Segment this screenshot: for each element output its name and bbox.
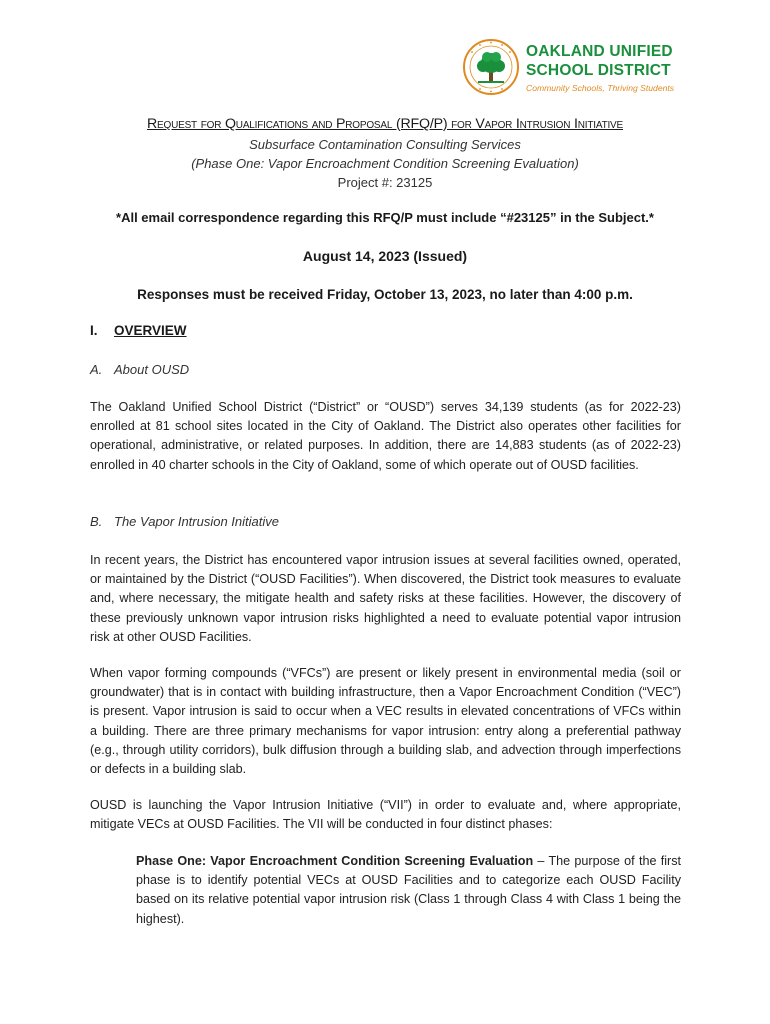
email-note: *All email correspondence regarding this RFQ/P must include “#23125” in the Subject.* [116,210,654,225]
document-title: Request for Qualifications and Proposal (RFQ/P) for Vapor Intrusion Initiative [147,116,623,132]
section-heading-overview [90,323,187,338]
response-deadline: Responses must be received Friday, October 13, 2023, no later than 4:00 p.m. [137,287,633,302]
paragraph-initiative-1: In recent years, the District has encountered vapor intrusion issues at several facilities owned, operated, or maintained by the District (“OUSD Facilities”). When discovered, the District took measures to evaluate and, where necessary, the mitigate health and safety risks at these facilities. However, the discovery of these previously unknown vapor intrusion risks highlighted a need to evaluate potential vapor intrusion risk at other OUSD Facilities. [90,553,681,644]
subsection-heading-about [90,362,189,377]
project-number: Project #: 23125 [337,175,433,190]
logo-tagline: Community Schools, Thriving Students [526,83,675,93]
paragraph-initiative-3: OUSD is launching the Vapor Intrusion Initiative (“VII”) in order to evaluate and, where appropriate, mitigate VECs at OUSD Facilities. The VII will be conducted in four distinct phases: [90,798,681,832]
subsection-title-about: About OUSD [114,362,190,377]
district-logo [462,38,682,102]
district-logo-text [526,42,674,93]
phase-one-paragraph [136,852,681,929]
oak-tree-seal-icon [462,38,520,96]
subsection-letter-a: A. [90,362,103,377]
subsection-title-initiative: The Vapor Intrusion Initiative [114,514,279,529]
issue-date: August 14, 2023 (Issued) [302,248,468,264]
paragraph-about-ousd: The Oakland Unified School District (“District” or “OUSD”) serves 34,139 students (as for 2022-23) enrolled at 81 school sites located in the City of Oakland. The District also operates other facilities for operational, administrative, or related purposes. In addition, there are 14,883 students (as of 2022-23) enrolled in 40 charter schools in the City of Oakland, some of which operate out of OUSD facilities. [90,400,681,472]
section-title: OVERVIEW [114,323,187,338]
paragraph-initiative-2: When vapor forming compounds (“VFCs”) are present or likely present in environmental media (soil or groundwater) that is in contact with building infrastructure, then a Vapor Encroachment Condition (“VEC”) is present. Vapor intrusion is said to occur when a VEC results in elevated concentrations of VFCs within a building. There are three primary mechanisms for vapor intrusion: entry along a preferential pathway (e.g., through utility corridors), bulk diffusion through a building slab, and advection through imperfections or defects in a building slab. [90,666,681,777]
subsection-heading-initiative [90,514,279,529]
phase-one-body: – The purpose of the first phase is to identify potential VECs at OUSD Facilities and to categorize each OUSD Facility based on its relative potential vapor intrusion risk (Class 1 through Class 4 with Class 1 being the highest). [136,854,681,926]
subsection-letter-b: B. [90,514,103,529]
subtitle-services: Subsurface Contamination Consulting Services [249,137,521,152]
logo-line-1: OAKLAND UNIFIED [526,43,673,60]
subtitle-phase: (Phase One: Vapor Encroachment Condition Screening Evaluation) [191,156,579,171]
logo-line-2: SCHOOL DISTRICT [526,62,671,79]
phase-one-lead: Phase One: Vapor Encroachment Condition Screening Evaluation [136,854,534,868]
section-number: I. [90,323,98,338]
